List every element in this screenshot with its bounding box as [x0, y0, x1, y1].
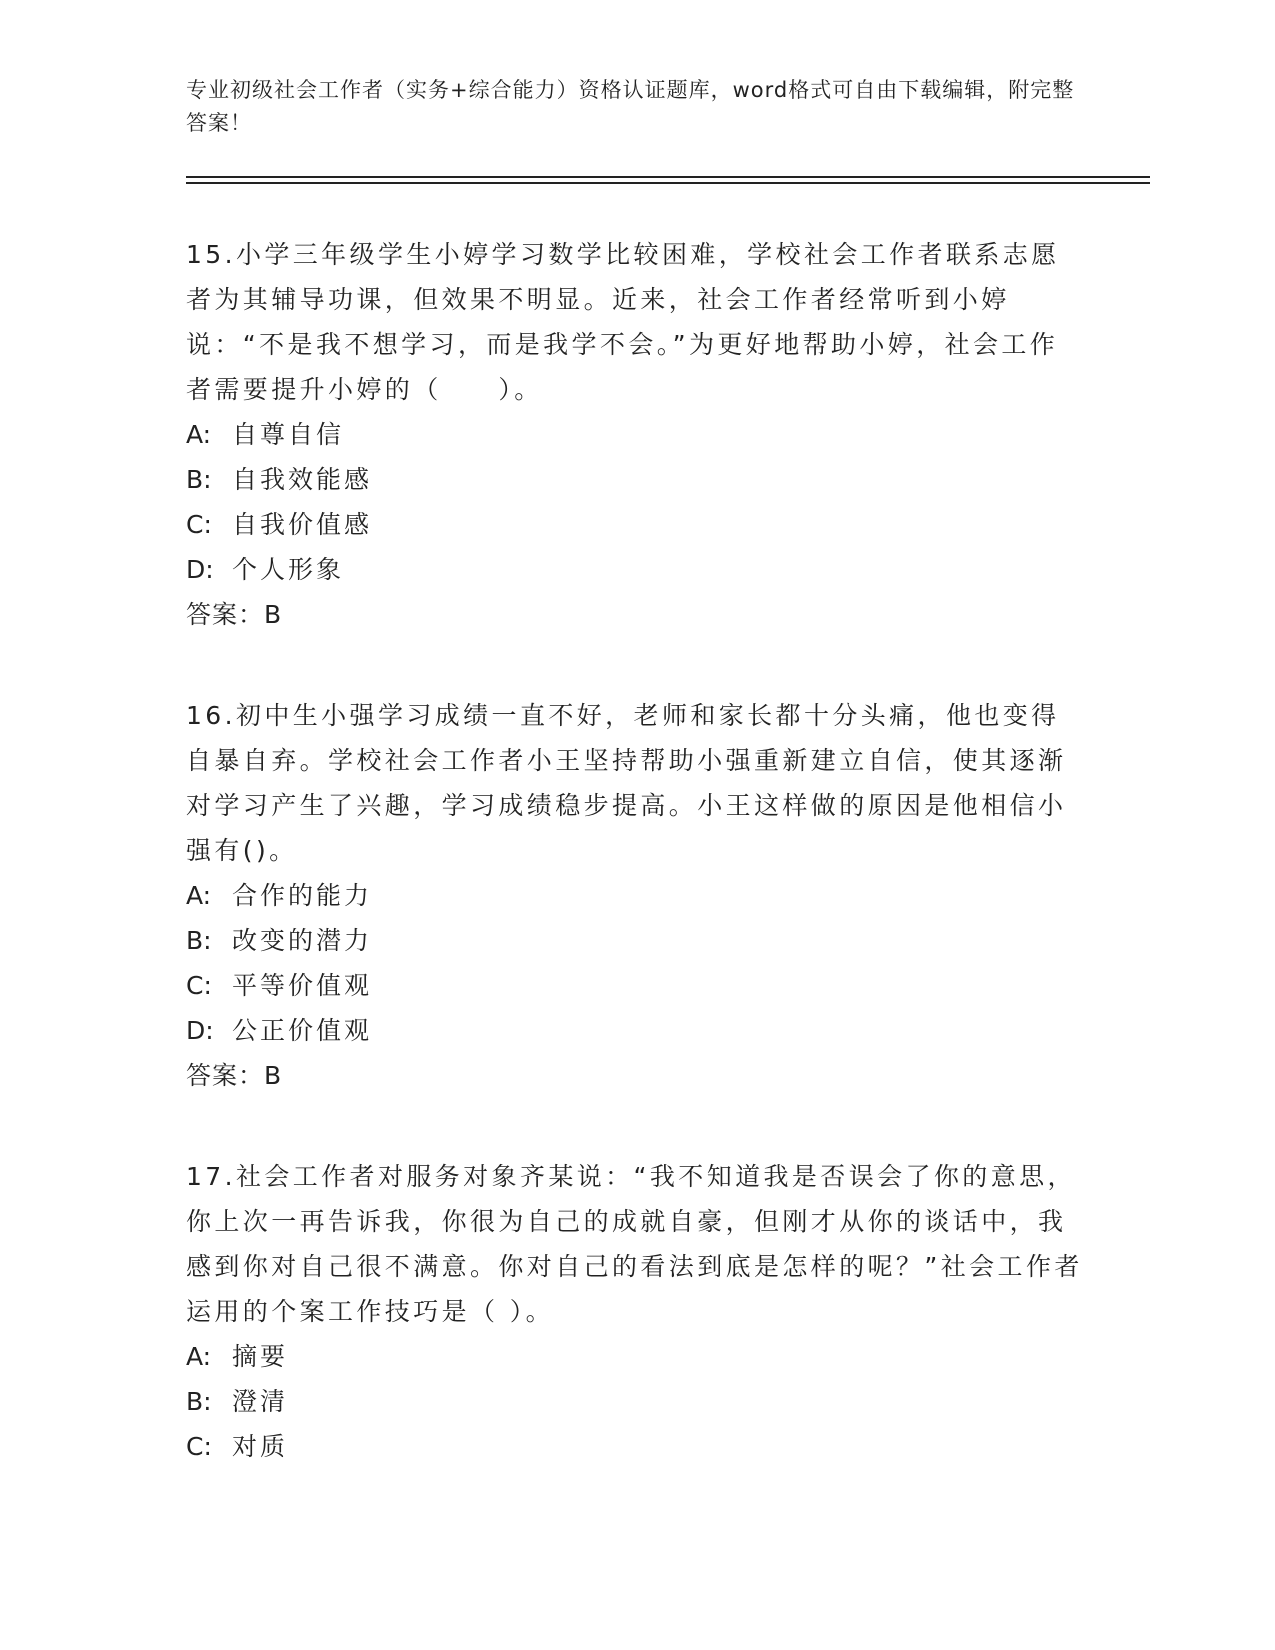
option-d — [186, 547, 1086, 592]
option-key: D: — [186, 555, 214, 584]
option-d — [186, 1008, 1086, 1053]
option-text: 个人形象 — [232, 555, 345, 584]
option-text: 摘要 — [232, 1342, 289, 1371]
option-text: 改变的潜力 — [232, 926, 373, 955]
option-b — [186, 457, 1086, 502]
option-text: 合作的能力 — [232, 881, 373, 910]
option-key: A: — [186, 420, 212, 449]
option-a — [186, 873, 1086, 918]
option-text: 自尊自信 — [232, 420, 345, 449]
option-key: D: — [186, 1016, 214, 1045]
question-list — [186, 232, 1086, 1525]
option-text: 对质 — [232, 1432, 289, 1461]
question-17 — [186, 1154, 1086, 1469]
header-rule-top — [186, 176, 1150, 178]
question-text: 16.初中生小强学习成绩一直不好，老师和家长都十分头痛，他也变得自暴自弃。学校社会工作者小王坚持帮助小强重新建立自信，使其逐渐对学习产生了兴趣，学习成绩稳步提高。小王这样做的原因是他相信小强有()。 — [186, 701, 1067, 865]
option-key: B: — [186, 926, 212, 955]
option-c — [186, 502, 1086, 547]
option-b — [186, 1379, 1086, 1424]
option-c — [186, 1424, 1086, 1469]
answer: 答案：B — [186, 600, 283, 629]
option-text: 自我效能感 — [232, 465, 373, 494]
option-key: C: — [186, 1432, 212, 1461]
question-15 — [186, 232, 1086, 637]
question-text: 15.小学三年级学生小婷学习数学比较困难，学校社会工作者联系志愿者为其辅导功课，但效果不明显。近来，社会工作者经常听到小婷说：“不是我不想学习，而是我学不会。”为更好地帮助小婷，社会工作者需要提升小婷的（ ）。 — [186, 240, 1060, 404]
option-key: C: — [186, 510, 212, 539]
option-key: B: — [186, 1387, 212, 1416]
option-key: A: — [186, 1342, 212, 1371]
option-text: 平等价值观 — [232, 971, 373, 1000]
header-rule-bottom — [186, 182, 1150, 184]
option-b — [186, 918, 1086, 963]
option-text: 公正价值观 — [232, 1016, 373, 1045]
option-key: C: — [186, 971, 212, 1000]
option-key: B: — [186, 465, 212, 494]
option-a — [186, 1334, 1086, 1379]
header-title: 专业初级社会工作者（实务+综合能力）资格认证题库，word格式可自由下载编辑，附完整答案！ — [186, 78, 1075, 135]
option-a — [186, 412, 1086, 457]
question-16 — [186, 693, 1086, 1098]
option-text: 澄清 — [232, 1387, 289, 1416]
answer: 答案：B — [186, 1061, 283, 1090]
question-text: 17.社会工作者对服务对象齐某说：“我不知道我是否误会了你的意思，你上次一再告诉我，你很为自己的成就自豪，但刚才从你的谈话中，我感到你对自己很不满意。你对自己的看法到底是怎样的呢？”社会工作者运用的个案工作技巧是（ ）。 — [186, 1162, 1083, 1326]
option-text: 自我价值感 — [232, 510, 373, 539]
document-header — [186, 74, 1086, 140]
option-c — [186, 963, 1086, 1008]
option-key: A: — [186, 881, 212, 910]
